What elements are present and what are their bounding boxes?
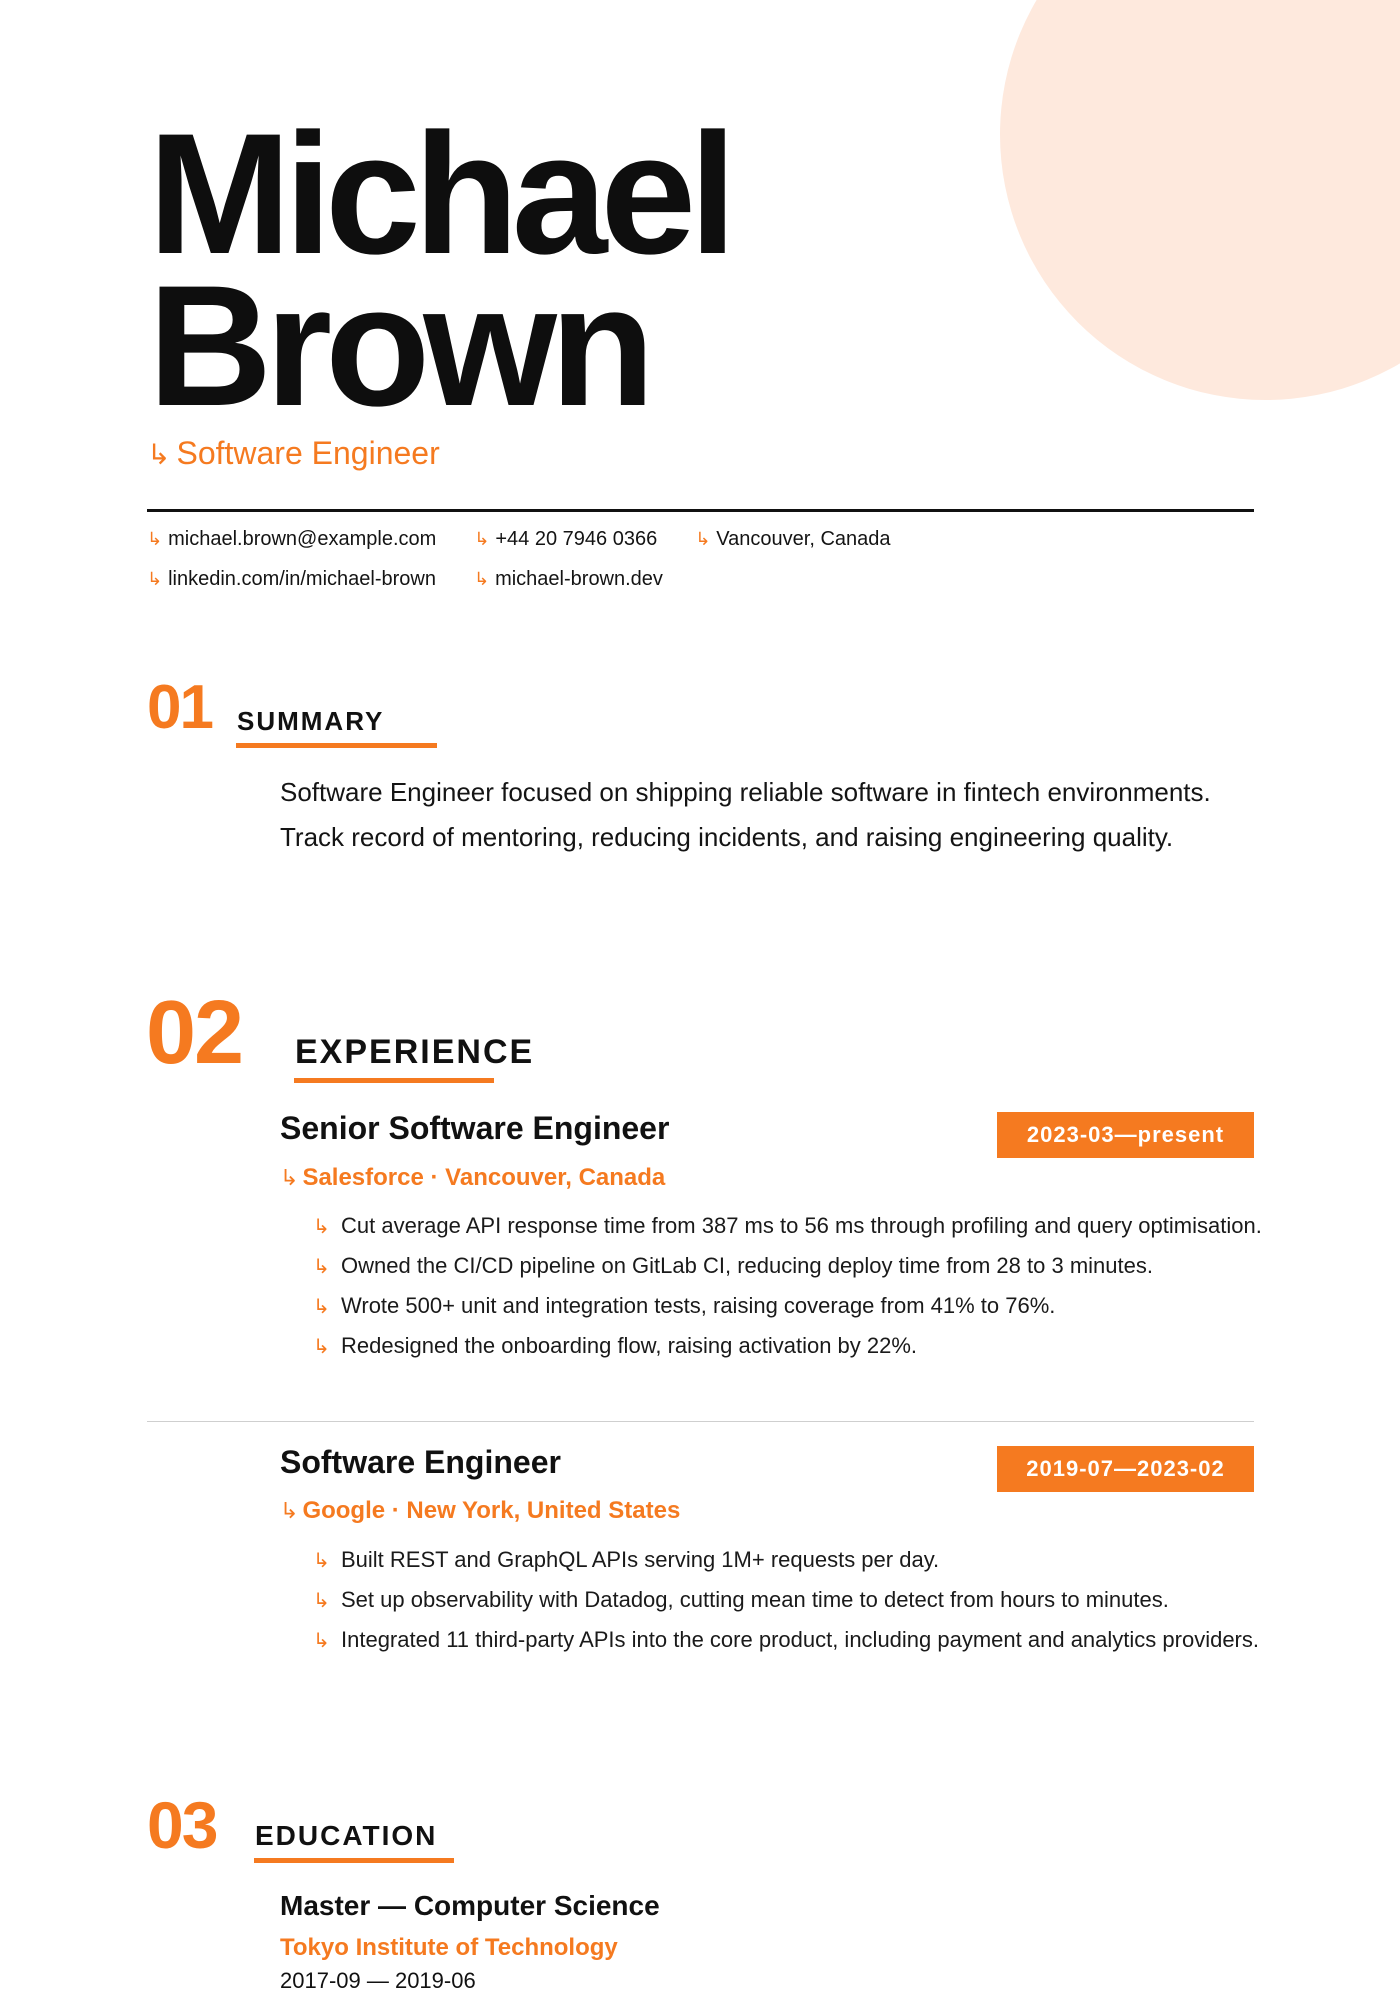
section-title-summary: SUMMARY: [237, 706, 385, 736]
arrow-icon: ↳: [280, 1166, 299, 1191]
phone-text: +44 20 7946 0366: [495, 528, 658, 550]
section-number-experience: 02: [146, 983, 243, 1083]
achievement-list: [313, 1542, 1263, 1662]
education-dates: 2017-09 — 2019-06: [280, 1968, 476, 1993]
bullet-text: Built REST and GraphQL APIs serving 1M+ requests per day.: [341, 1547, 940, 1572]
arrow-icon: ↳: [313, 1334, 330, 1358]
bullet-text: Set up observability with Datadog, cutting mean time to detect from hours to minutes.: [341, 1587, 1169, 1612]
list-item: [313, 1288, 1263, 1324]
section-number-education: 03: [147, 1788, 217, 1862]
arrow-icon: ↳: [313, 1588, 330, 1612]
job-divider: [147, 1421, 1254, 1422]
arrow-icon: ↳: [474, 529, 490, 550]
website-text: michael-brown.dev: [495, 568, 663, 590]
date-badge: 2019-07—2023-02: [997, 1446, 1254, 1492]
education-school: Tokyo Institute of Technology: [280, 1934, 618, 1961]
contact-email[interactable]: [147, 528, 436, 551]
job-title: Senior Software Engineer: [280, 1110, 670, 1146]
company-location: [280, 1164, 665, 1192]
section-underline: [294, 1078, 494, 1083]
achievement-list: [313, 1208, 1263, 1368]
list-item: [313, 1208, 1263, 1244]
company-text: Salesforce · Vancouver, Canada: [302, 1164, 666, 1191]
list-item: [313, 1542, 1263, 1578]
arrow-icon: ↳: [695, 529, 711, 550]
list-item: [313, 1582, 1263, 1618]
job-title: Software Engineer: [280, 1444, 561, 1480]
section-title-experience: EXPERIENCE: [295, 1033, 535, 1071]
contact-location: [695, 528, 890, 551]
list-item: [313, 1622, 1263, 1658]
contact-row-2: [147, 568, 698, 591]
company-text: Google · New York, United States: [302, 1497, 681, 1524]
bullet-text: Wrote 500+ unit and integration tests, raising coverage from 41% to 76%.: [341, 1293, 1056, 1318]
arrow-icon: ↳: [147, 569, 163, 590]
arrow-icon: ↳: [313, 1548, 330, 1572]
section-underline: [254, 1858, 454, 1863]
bullet-text: Owned the CI/CD pipeline on GitLab CI, reducing deploy time from 28 to 3 minutes.: [341, 1253, 1153, 1278]
arrow-icon: ↳: [313, 1294, 330, 1318]
name-heading: [148, 98, 730, 442]
arrow-icon: ↳: [147, 438, 171, 471]
summary-paragraph: Software Engineer focused on shipping reliable software in fintech environments. Track record of mentoring, reducing incidents, and raising engineering quality.: [280, 777, 1211, 852]
arrow-icon: ↳: [147, 529, 163, 550]
bullet-text: Integrated 11 third-party APIs into the core product, including payment and analytics providers.: [341, 1627, 1259, 1652]
bullet-text: Redesigned the onboarding flow, raising activation by 22%.: [341, 1333, 918, 1358]
linkedin-text: linkedin.com/in/michael-brown: [168, 568, 436, 590]
job-role: [147, 435, 440, 472]
section-title-education: EDUCATION: [255, 1820, 438, 1851]
bullet-text: Cut average API response time from 387 ms to 56 ms through profiling and query optimisation.: [341, 1213, 1262, 1238]
list-item: [313, 1328, 1263, 1364]
contact-linkedin[interactable]: [147, 568, 436, 591]
arrow-icon: ↳: [313, 1254, 330, 1278]
role-label: Software Engineer: [176, 435, 440, 471]
section-number-summary: 01: [147, 673, 212, 742]
first-name: Michael: [148, 98, 730, 290]
arrow-icon: ↳: [473, 569, 490, 590]
date-badge: 2023-03—present: [997, 1112, 1254, 1158]
contact-website[interactable]: [474, 568, 663, 591]
list-item: [313, 1248, 1263, 1284]
education-degree: Master — Computer Science: [280, 1890, 660, 1921]
last-name: Brown: [148, 250, 649, 442]
location-text: Vancouver, Canada: [716, 528, 891, 550]
arrow-icon: ↳: [313, 1628, 330, 1652]
section-underline: [236, 743, 437, 748]
email-text: michael.brown@example.com: [168, 528, 437, 550]
arrow-icon: ↳: [313, 1214, 330, 1238]
arrow-icon: ↳: [280, 1499, 299, 1524]
contact-phone[interactable]: [474, 528, 657, 551]
company-location: [280, 1497, 680, 1525]
contact-row-1: [147, 528, 926, 551]
header-divider: [147, 509, 1254, 512]
decorative-circle: [1000, 0, 1400, 400]
